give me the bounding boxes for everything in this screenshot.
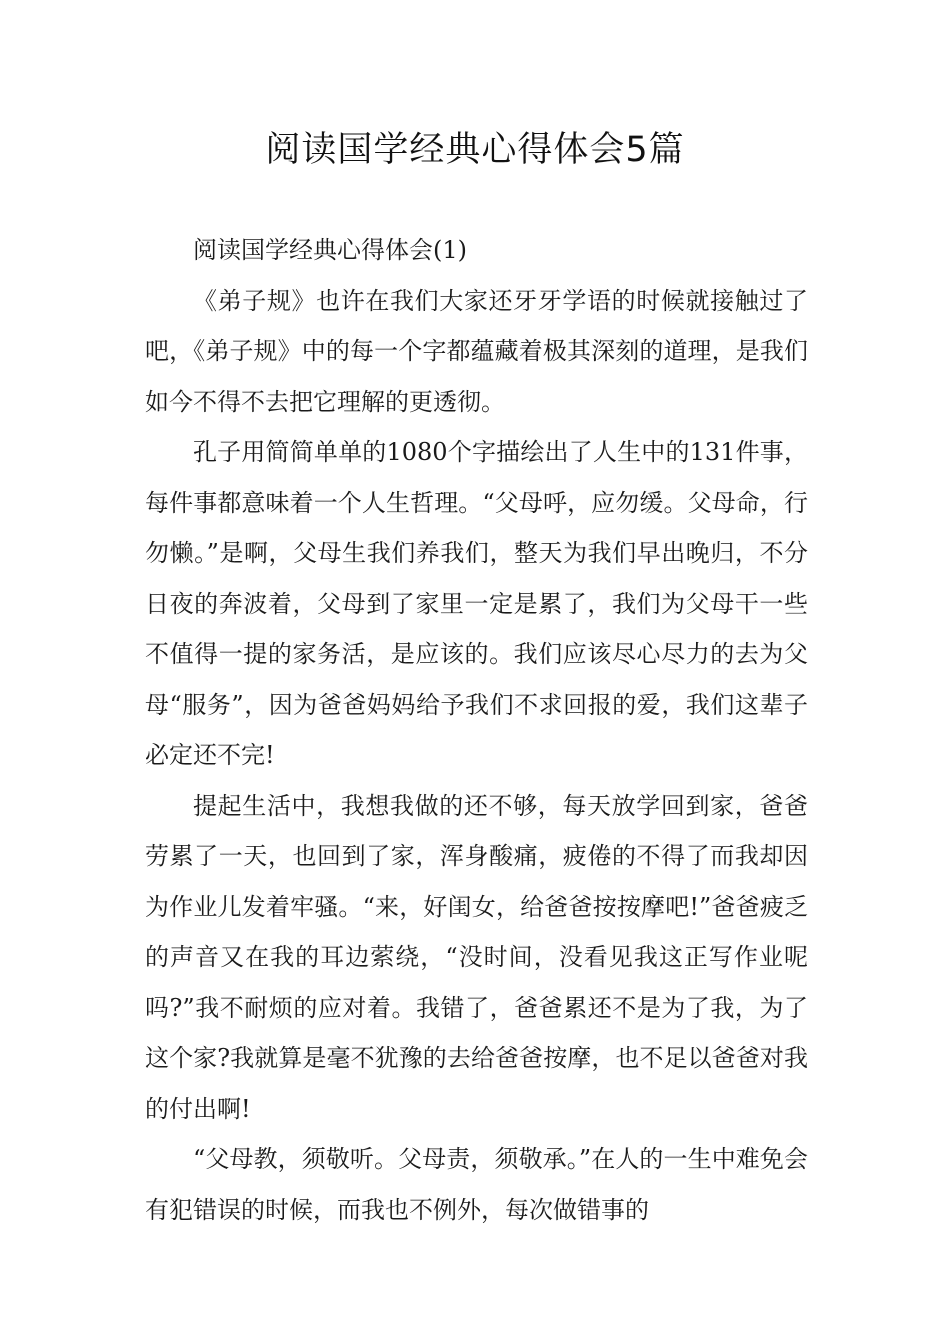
paragraph-1: 《弟子规》也许在我们大家还牙牙学语的时候就接触过了吧，《弟子规》中的每一个字都蕴藏着极其深刻的道理，是我们如今不得不去把它理解的更透彻。 (145, 286, 808, 416)
paragraph-2: 孔子用简简单单的1080个字描绘出了人生中的131件事，每件事都意味着一个人生哲理。“父母呼，应勿缓。父母命，行勿懒。”是啊，父母生我们养我们，整天为我们早出晚归，不分日夜的奔波着，父母到了家里一定是累了，我们为父母干一些不值得一提的家务活，是应该的。我们应该尽心尽力的去为父母“服务”，因为爸爸妈妈给予我们不求回报的爱，我们这辈子必定还不完! (145, 438, 808, 769)
paragraph-3: 提起生活中，我想我做的还不够，每天放学回到家，爸爸劳累了一天，也回到了家，浑身酸痛，疲倦的不得了而我却因为作业儿发着牢骚。“来，好闺女，给爸爸按按摩吧!”爸爸疲乏的声音又在我的耳边萦绕，“没时间，没看见我这正写作业呢吗?”我不耐烦的应对着。我错了，爸爸累还不是为了我，为了这个家?我就算是毫不犹豫的去给爸爸按摩，也不足以爸爸对我的付出啊! (145, 791, 808, 1123)
document-title: 阅读国学经典心得体会5篇 (265, 130, 685, 170)
section-heading: 阅读国学经典心得体会(1) (193, 236, 467, 264)
paragraph-4: “父母教，须敬听。父母责，须敬承。”在人的一生中难免会有犯错误的时候，而我也不例外，每次做错事的 (145, 1145, 808, 1224)
document-body (145, 225, 808, 1235)
